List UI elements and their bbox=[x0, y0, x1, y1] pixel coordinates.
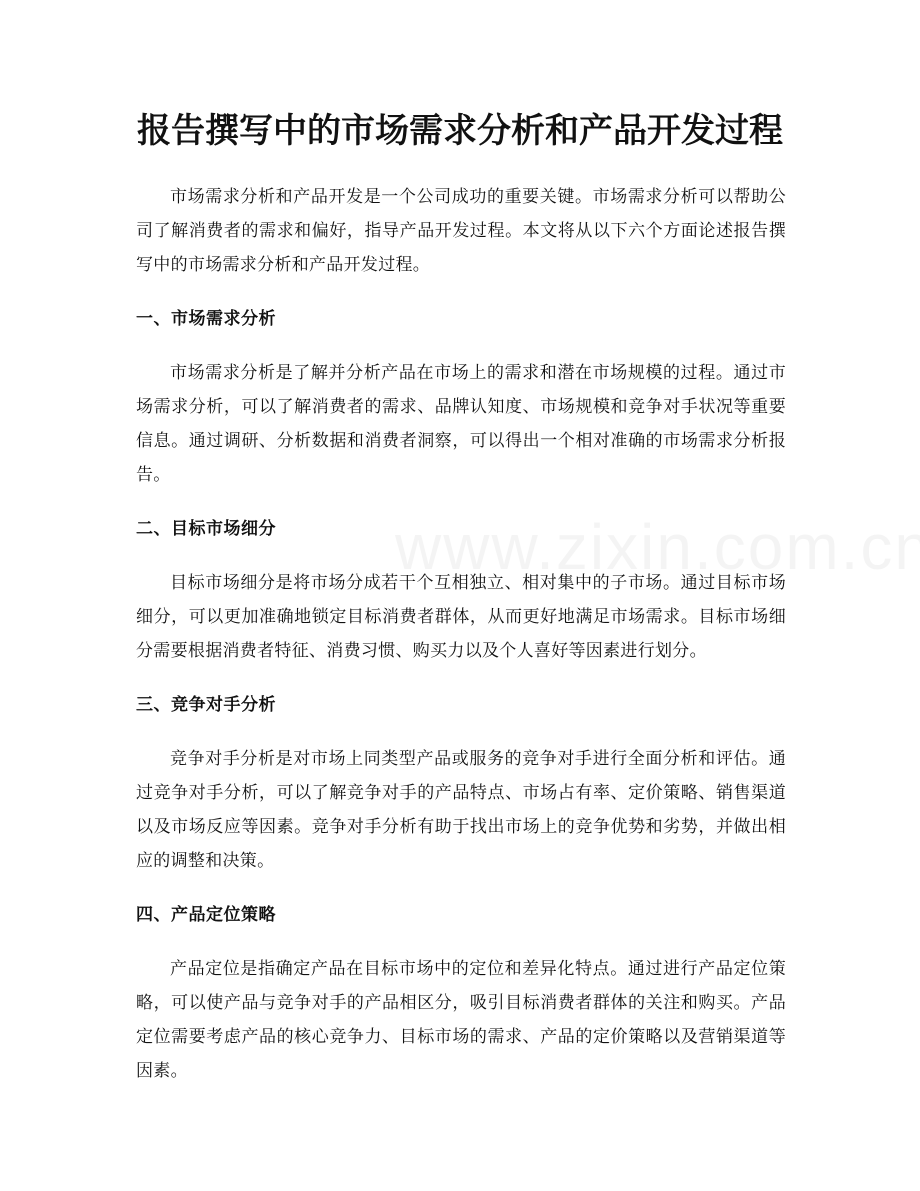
section-heading-market-demand: 一、市场需求分析 bbox=[136, 309, 276, 329]
section-heading-target-segmentation: 二、目标市场细分 bbox=[136, 519, 276, 539]
document-title: 报告撰写中的市场需求分析和产品开发过程 bbox=[137, 111, 783, 151]
document-body bbox=[136, 180, 786, 1088]
section-heading-competitor-analysis: 三、竞争对手分析 bbox=[136, 695, 276, 715]
section-body-competitor-analysis: 竞争对手分析是对市场上同类型产品或服务的竞争对手进行全面分析和评估。通过竞争对手分析，可以了解竞争对手的产品特点、市场占有率、定价策略、销售渠道以及市场反应等因素。竞争对手分析有助于找出市场上的竞争优势和劣势，并做出相应的调整和决策。 bbox=[136, 749, 786, 871]
section-body-product-positioning: 产品定位是指确定产品在目标市场中的定位和差异化特点。通过进行产品定位策略，可以使产品与竞争对手的产品相区分，吸引目标消费者群体的关注和购买。产品定位需要考虑产品的核心竞争力、目标市场的需求、产品的定价策略以及营销渠道等因素。 bbox=[136, 959, 786, 1081]
section-body-market-demand: 市场需求分析是了解并分析产品在市场上的需求和潜在市场规模的过程。通过市场需求分析，可以了解消费者的需求、品牌认知度、市场规模和竞争对手状况等重要信息。通过调研、分析数据和消费者洞察，可以得出一个相对准确的市场需求分析报告。 bbox=[136, 363, 786, 485]
intro-paragraph: 市场需求分析和产品开发是一个公司成功的重要关键。市场需求分析可以帮助公司了解消费者的需求和偏好，指导产品开发过程。本文将从以下六个方面论述报告撰写中的市场需求分析和产品开发过程。 bbox=[136, 187, 786, 275]
section-heading-product-positioning: 四、产品定位策略 bbox=[136, 905, 276, 925]
section-body-target-segmentation: 目标市场细分是将市场分成若干个互相独立、相对集中的子市场。通过目标市场细分，可以更加准确地锁定目标消费者群体，从而更好地满足市场需求。目标市场细分需要根据消费者特征、消费习惯、购买力以及个人喜好等因素进行划分。 bbox=[136, 573, 786, 661]
